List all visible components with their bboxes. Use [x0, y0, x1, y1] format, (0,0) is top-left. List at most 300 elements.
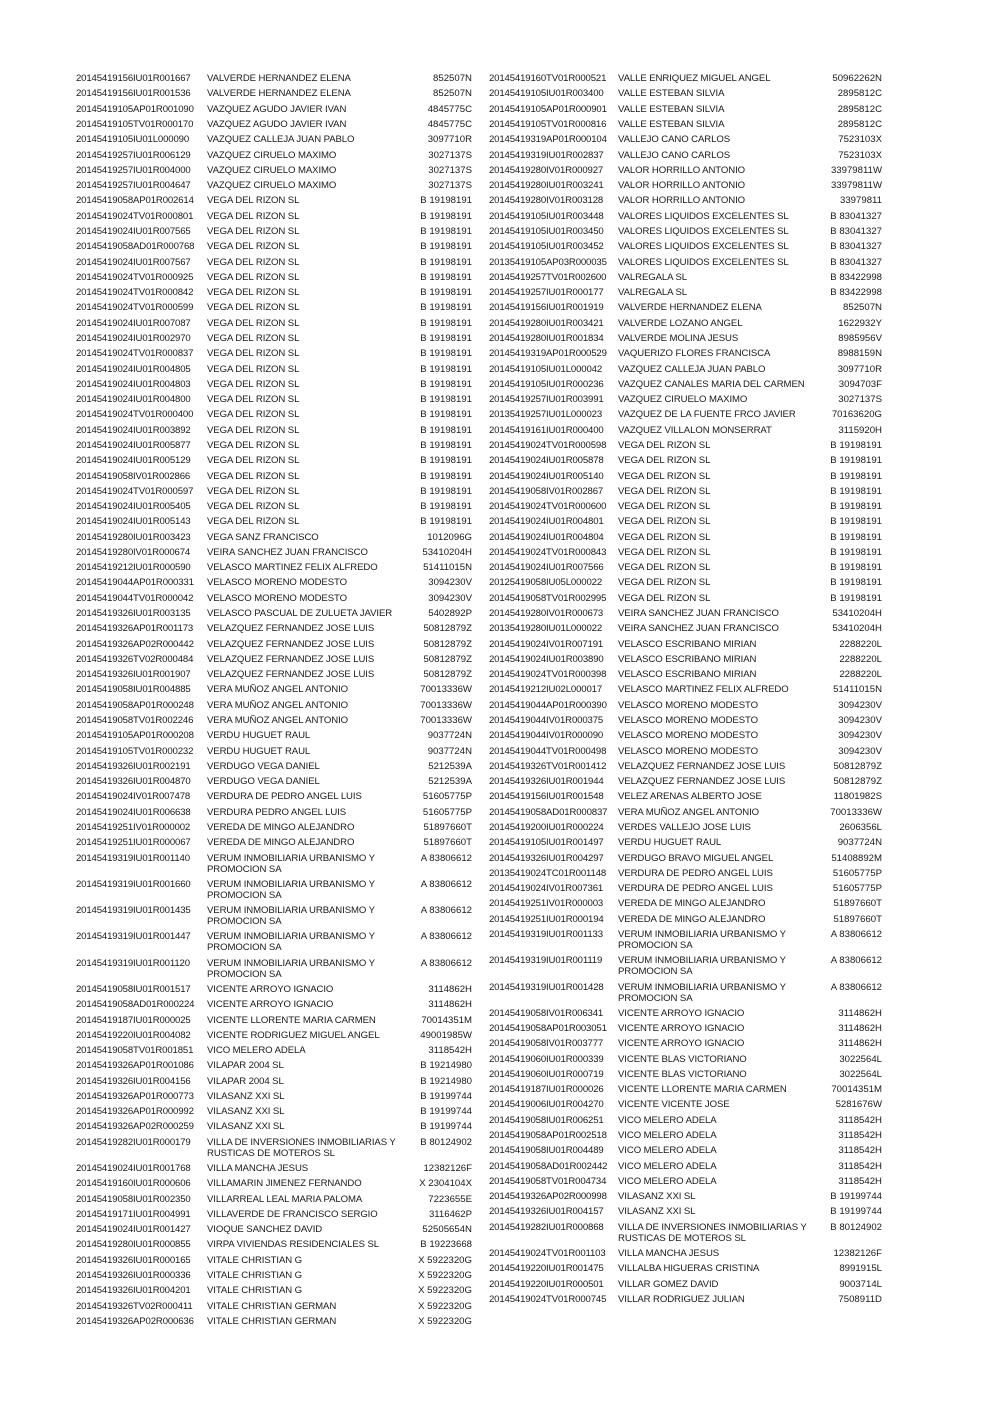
record-code: 20145419326TV01R001412: [489, 760, 607, 772]
tax-id: 11801982S: [833, 791, 882, 803]
record-code: 20145419326IU01R004297: [489, 852, 604, 864]
tax-id: 49001985W: [420, 1029, 472, 1041]
table-row: [76, 270, 486, 285]
table-row: [489, 545, 899, 560]
taxpayer-name: VICO MELERO ADELA: [618, 1160, 717, 1172]
table-row: [76, 392, 486, 407]
table-row: [489, 1292, 899, 1307]
table-row: [76, 1028, 486, 1043]
taxpayer-name: VALLE ESTEBAN SILVIA: [618, 103, 725, 115]
record-code: 20145419319IU01R001428: [489, 981, 604, 993]
taxpayer-name: VILASANZ XXI SL: [618, 1206, 696, 1218]
record-code: 20145419105IU01R001497: [489, 837, 604, 849]
record-code: 20145419058TV01R004734: [489, 1175, 607, 1187]
table-row: [489, 285, 899, 300]
table-row: [76, 209, 486, 224]
taxpayer-name: VEGA DEL RIZON SL: [618, 470, 711, 482]
table-row: [489, 407, 899, 422]
table-row: [76, 1119, 486, 1134]
record-code: 20145419044TV01R000498: [489, 745, 607, 757]
record-code: 20145419326IU01R004870: [76, 776, 191, 788]
taxpayer-name: VICO MELERO ADELA: [618, 1145, 717, 1157]
taxpayer-name: VAZQUEZ VILLALON MONSERRAT: [618, 424, 772, 436]
taxpayer-name: VEGA DEL RIZON SL: [207, 241, 300, 253]
tax-id: 51411015N: [423, 562, 472, 574]
tax-id: 3094230V: [838, 730, 882, 742]
tax-id: 53410204H: [422, 546, 472, 558]
record-code: 20145419024IU01R007566: [489, 562, 604, 574]
record-code: 20145419105IU01R003448: [489, 210, 604, 222]
tax-id: B 19198191: [830, 501, 882, 513]
tax-id: B 19198191: [830, 485, 882, 497]
record-code: 20145419280IV01R003128: [489, 195, 604, 207]
table-row: [76, 682, 486, 697]
taxpayer-name: VITALE CHRISTIAN G: [207, 1254, 303, 1266]
record-code: 20145419326AP01R001173: [76, 623, 194, 635]
tax-id: B 19199744: [420, 1121, 472, 1133]
table-row: [76, 997, 486, 1012]
tax-id: 51605775P: [422, 791, 472, 803]
table-row: [489, 1067, 899, 1082]
taxpayer-name: VAZQUEZ CIRUELO MAXIMO: [207, 149, 337, 161]
record-code: 20145419058TV01R002246: [76, 715, 194, 726]
table-row: [76, 529, 486, 544]
tax-id: X 5922320G: [418, 1285, 472, 1297]
table-row: [489, 743, 899, 758]
table-row: [76, 636, 486, 651]
record-code: 20145419058IU01R001517: [76, 983, 191, 995]
record-code: 20145419280IU01R003423: [76, 531, 191, 543]
tax-id: B 19198191: [420, 332, 472, 344]
record-code: 20145419105TV01R000232: [76, 745, 194, 757]
taxpayer-name: VITALE CHRISTIAN G: [207, 1270, 303, 1281]
table-row: [489, 86, 899, 101]
taxpayer-name: VEGA DEL RIZON SL: [207, 195, 300, 207]
taxpayer-name: VERUM INMOBILIARIA URBANISMO Y PROMOCION SA: [618, 981, 786, 1004]
table-row: [76, 422, 486, 437]
taxpayer-name: VICENTE LLORENTE MARIA CARMEN: [618, 1084, 787, 1096]
taxpayer-name: VILLA MANCHA JESUS: [618, 1248, 720, 1259]
table-row: [76, 1135, 486, 1161]
tax-id: B 19198191: [830, 592, 882, 604]
taxpayer-name: VEGA DEL RIZON SL: [618, 455, 711, 467]
record-code: 20145419024TV01R000925: [76, 271, 194, 283]
tax-id: 9037724N: [427, 730, 472, 742]
taxpayer-name: VILASANZ XXI SL: [207, 1090, 285, 1102]
taxpayer-name: VIRPA VIVIENDAS RESIDENCIALES SL: [207, 1239, 380, 1251]
tax-id: 70013336W: [420, 715, 472, 726]
tax-id: 3097710R: [427, 134, 472, 146]
tax-id: 8988159N: [837, 348, 882, 360]
record-code: 20145419024IU01R003890: [489, 653, 604, 665]
taxpayer-name: VEGA DEL RIZON SL: [618, 531, 711, 543]
table-row: [76, 1268, 486, 1283]
taxpayer-name: VERUM INMOBILIARIA URBANISMO Y PROMOCION SA: [207, 957, 375, 980]
table-row: [76, 667, 486, 682]
taxpayer-name: VERA MUÑOZ ANGEL ANTONIO: [207, 699, 349, 711]
table-row: [76, 514, 486, 529]
taxpayer-name: VICENTE RODRIGUEZ MIGUEL ANGEL: [207, 1029, 380, 1041]
tax-id: 3094230V: [838, 745, 882, 757]
tax-id: B 83041327: [830, 256, 882, 268]
tax-id: 3118542H: [428, 1045, 472, 1057]
taxpayer-name: VILLAMARIN JIMENEZ FERNANDO: [207, 1178, 362, 1190]
table-row: [489, 636, 899, 651]
record-code: 20145419024IU01R005129: [76, 455, 191, 467]
table-row: [489, 529, 899, 544]
tax-id: 2606356L: [839, 821, 882, 833]
table-row: [76, 71, 486, 86]
tax-id: 50812879Z: [833, 776, 882, 788]
taxpayer-name: VALVERDE MOLINA JESUS: [618, 332, 739, 344]
tax-id: B 19198191: [420, 409, 472, 421]
tax-id: A 83806612: [420, 878, 472, 890]
record-code: 20145419058AP01R000248: [76, 699, 194, 711]
taxpayer-name: VELAZQUEZ FERNANDEZ JOSE LUIS: [618, 776, 786, 788]
tax-id: B 19198191: [420, 302, 472, 314]
table-row: [76, 820, 486, 835]
taxpayer-name: VERDUGO VEGA DANIEL: [207, 760, 320, 772]
taxpayer-name: VELASCO MORENO MODESTO: [618, 730, 758, 742]
tax-id: 8991915L: [839, 1263, 882, 1275]
tax-id: B 19223668: [420, 1239, 472, 1251]
tax-id: X 5922320G: [418, 1270, 472, 1281]
record-code: 20135419257IU01L000023: [489, 409, 603, 421]
taxpayer-name: VICO MELERO ADELA: [618, 1114, 717, 1126]
record-code: 20145419058IU01R004885: [76, 684, 191, 696]
table-row: [76, 1176, 486, 1191]
taxpayer-name: VILAPAR 2004 SL: [207, 1075, 284, 1087]
record-code: 20145419319IU01R001660: [76, 878, 191, 890]
taxpayer-name: VALLE ESTEBAN SILVIA: [618, 88, 725, 100]
record-code: 20145419280IU01R003421: [489, 317, 604, 329]
table-row: [76, 1104, 486, 1119]
table-row: [489, 453, 899, 468]
record-code: 20145419024IU01R001427: [76, 1224, 191, 1236]
tax-id: B 19198191: [830, 562, 882, 574]
record-code: 20145419105IU01R000236: [489, 378, 604, 390]
taxpayer-name: VERDUGO VEGA DANIEL: [207, 776, 320, 788]
taxpayer-name: VEGA DEL RIZON SL: [207, 394, 300, 406]
tax-id: 4845775C: [427, 119, 472, 131]
tax-id: X 2304104X: [419, 1178, 472, 1190]
record-code: 20145419044IV01R000090: [489, 730, 604, 742]
taxpayer-name: VEGA DEL RIZON SL: [207, 256, 300, 268]
taxpayer-name: VAZQUEZ CIRUELO MAXIMO: [618, 394, 748, 406]
taxpayer-name: VELASCO MORENO MODESTO: [618, 745, 758, 757]
tax-id: B 19214980: [420, 1060, 472, 1072]
table-row: [489, 422, 899, 437]
table-row: [76, 1283, 486, 1298]
table-row: [76, 377, 486, 392]
tax-id: 3114862H: [428, 983, 472, 995]
record-code: 20145419220IU01R000501: [489, 1278, 604, 1290]
tax-id: 33979811W: [830, 180, 882, 192]
record-code: 20145419105IU01R003452: [489, 241, 604, 253]
tax-id: 51897660T: [833, 898, 882, 910]
tax-id: 7523103X: [838, 134, 882, 146]
taxpayer-name: VELASCO ESCRIBANO MIRIAN: [618, 669, 757, 681]
record-code: 20145419319IU01R001119: [489, 955, 603, 967]
taxpayer-name: VEREDA DE MINGO ALEJANDRO: [207, 821, 355, 833]
right-column-list: [489, 71, 899, 1307]
tax-id: 3115920H: [838, 424, 882, 436]
taxpayer-name: VEGA DEL RIZON SL: [618, 592, 711, 604]
taxpayer-name: VICENTE ARROYO IGNACIO: [207, 983, 334, 995]
record-code: 20145419058AD01R002442: [489, 1160, 608, 1172]
record-code: 20145419251IU01R000194: [489, 913, 604, 925]
table-row: [76, 805, 486, 820]
record-code: 20145419024IU01R005878: [489, 455, 604, 467]
table-row: [489, 881, 899, 896]
table-row: [76, 759, 486, 774]
taxpayer-name: VILLAVERDE DE FRANCISCO SERGIO: [207, 1208, 378, 1220]
taxpayer-name: VERA MUÑOZ ANGEL ANTONIO: [207, 715, 349, 726]
taxpayer-name: VERUM INMOBILIARIA URBANISMO Y PROMOCION SA: [207, 905, 375, 928]
table-row: [76, 163, 486, 178]
record-code: 20145419024TV01R000837: [76, 348, 194, 360]
record-code: 20145419058IV01R003777: [489, 1038, 604, 1050]
record-code: 20145419171IU01R004991: [76, 1208, 191, 1220]
taxpayer-name: VERUM INMOBILIARIA URBANISMO Y PROMOCION SA: [618, 955, 786, 978]
tax-id: 70013336W: [420, 699, 472, 711]
tax-id: B 19198191: [420, 424, 472, 436]
taxpayer-name: VEIRA SANCHEZ JUAN FRANCISCO: [207, 546, 368, 558]
table-row: [489, 591, 899, 606]
table-row: [76, 1191, 486, 1206]
tax-id: 12382126F: [423, 1163, 472, 1175]
tax-id: 51897660T: [423, 821, 472, 833]
tax-id: B 19198191: [420, 470, 472, 482]
record-code: 20145419257TV01R002600: [489, 271, 607, 283]
taxpayer-name: VEIRA SANCHEZ JUAN FRANCISCO: [618, 623, 779, 635]
taxpayer-name: VICENTE LLORENTE MARIA CARMEN: [207, 1014, 376, 1026]
taxpayer-name: VERDU HUGUET RAUL: [207, 730, 311, 742]
tax-id: 3118542H: [838, 1114, 882, 1126]
record-code: 20145419024TV01R000597: [76, 485, 194, 497]
tax-id: B 19198191: [420, 363, 472, 375]
tax-id: B 19198191: [420, 287, 472, 299]
record-code: 20145419220IU01R001475: [489, 1263, 604, 1275]
record-code: 20145419060IU01R000719: [489, 1068, 604, 1080]
record-code: 20145419212IU02L000017: [489, 684, 603, 696]
taxpayer-name: VERA MUÑOZ ANGEL ANTONIO: [207, 684, 349, 696]
table-row: [489, 835, 899, 850]
tax-id: 51897660T: [833, 913, 882, 925]
taxpayer-name: VALLE ENRIQUEZ MIGUEL ANGEL: [618, 73, 771, 85]
tax-id: 3027137S: [428, 180, 472, 192]
record-code: 20145419319AP01R000529: [489, 348, 607, 360]
tax-id: B 80124902: [420, 1136, 472, 1148]
taxpayer-name: VICENTE BLAS VICTORIANO: [618, 1053, 747, 1065]
tax-id: 50962262N: [832, 73, 882, 85]
taxpayer-name: VELAZQUEZ FERNANDEZ JOSE LUIS: [618, 760, 786, 772]
table-row: [489, 484, 899, 499]
taxpayer-name: VEGA SANZ FRANCISCO: [207, 531, 319, 543]
taxpayer-name: VILLA DE INVERSIONES INMOBILIARIAS Y RUSTICAS DE MOTEROS SL: [618, 1221, 807, 1244]
tax-id: X 5922320G: [418, 1254, 472, 1266]
tax-id: 51411015N: [833, 684, 882, 696]
record-code: 20145419326AP02R000998: [489, 1191, 607, 1203]
table-row: [489, 1097, 899, 1112]
record-code: 20145419024IV01R007361: [489, 883, 604, 895]
tax-id: B 83041327: [830, 210, 882, 222]
tax-id: 852507N: [433, 88, 472, 100]
taxpayer-name: VAZQUEZ DE LA FUENTE FRCO JAVIER: [618, 409, 796, 421]
record-code: 20145419326IU01R000336: [76, 1270, 191, 1281]
tax-id: 1012096G: [427, 531, 472, 543]
record-code: 20145419058AD01R000837: [489, 806, 608, 818]
taxpayer-name: VELASCO MORENO MODESTO: [207, 592, 347, 604]
taxpayer-name: VEGA DEL RIZON SL: [207, 271, 300, 283]
tax-id: 4845775C: [427, 103, 472, 115]
tax-id: B 19198191: [830, 516, 882, 528]
record-code: 20145419251IV01R000003: [489, 898, 604, 910]
tax-id: B 19198191: [420, 485, 472, 497]
tax-id: 3027137S: [838, 394, 882, 406]
table-row: [76, 484, 486, 499]
taxpayer-name: VILLA MANCHA JESUS: [207, 1163, 309, 1175]
tax-id: B 80124902: [830, 1221, 882, 1233]
record-code: 20145419187IU01R000026: [489, 1084, 604, 1096]
table-row: [76, 606, 486, 621]
taxpayer-name: VERDU HUGUET RAUL: [207, 745, 311, 757]
table-row: [489, 239, 899, 254]
tax-id: 2288220L: [839, 653, 882, 665]
table-row: [76, 438, 486, 453]
table-row: [489, 71, 899, 86]
record-code: 20145419024IU01R004803: [76, 378, 191, 390]
taxpayer-name: VALVERDE LOZANO ANGEL: [618, 317, 743, 329]
table-row: [76, 1253, 486, 1268]
tax-id: B 19198191: [420, 226, 472, 237]
taxpayer-name: VILLALBA HIGUERAS CRISTINA: [618, 1263, 760, 1275]
taxpayer-name: VEGA DEL RIZON SL: [618, 439, 711, 451]
table-row: [76, 102, 486, 117]
table-row: [76, 117, 486, 132]
table-row: [489, 866, 899, 881]
record-code: 20145419326AP01R001086: [76, 1060, 194, 1072]
taxpayer-name: VELASCO MARTINEZ FELIX ALFREDO: [618, 684, 789, 696]
taxpayer-name: VEREDA DE MINGO ALEJANDRO: [618, 898, 766, 910]
tax-id: B 19198191: [420, 501, 472, 513]
tax-id: B 19198191: [830, 531, 882, 543]
taxpayer-name: VICENTE VICENTE JOSE: [618, 1099, 730, 1111]
tax-id: 2895812C: [837, 119, 882, 131]
tax-id: B 19198191: [420, 455, 472, 467]
table-row: [76, 621, 486, 636]
record-code: 20145419105IU01R003450: [489, 226, 604, 237]
record-code: 20145419024IU01R005877: [76, 439, 191, 451]
record-code: 20145419326IU01R001907: [76, 669, 191, 681]
record-code: 20135419105AP03R000035: [489, 256, 607, 268]
record-code: 20145419156IU01R001536: [76, 88, 191, 100]
table-row: [76, 713, 486, 728]
record-code: 20145419326IU01R001944: [489, 776, 604, 788]
tax-id: 51605775P: [422, 806, 472, 818]
table-row: [76, 407, 486, 422]
tax-id: 3116462P: [428, 1208, 472, 1220]
table-row: [76, 1073, 486, 1088]
table-row: [76, 698, 486, 713]
tax-id: B 19198191: [420, 378, 472, 390]
tax-id: 3022564L: [839, 1053, 882, 1065]
taxpayer-name: VERDU HUGUET RAUL: [618, 837, 722, 849]
taxpayer-name: VICENTE ARROYO IGNACIO: [618, 1007, 745, 1019]
taxpayer-name: VEGA DEL RIZON SL: [207, 363, 300, 375]
taxpayer-name: VELASCO ESCRIBANO MIRIAN: [618, 638, 757, 650]
table-row: [76, 1058, 486, 1073]
record-code: 20145419024IU01R007567: [76, 256, 191, 268]
table-row: [489, 911, 899, 926]
tax-id: 852507N: [843, 302, 882, 314]
tax-id: B 83041327: [830, 241, 882, 253]
tax-id: 70014351M: [421, 1014, 472, 1026]
table-row: [489, 331, 899, 346]
tax-id: 7508911D: [838, 1293, 882, 1305]
tax-id: B 19198191: [420, 195, 472, 207]
table-row: [76, 774, 486, 789]
tax-id: 5402892P: [428, 608, 472, 620]
table-row: [76, 285, 486, 300]
record-code: 20135419024TC01R001148: [489, 867, 607, 879]
taxpayer-name: VELAZQUEZ FERNANDEZ JOSE LUIS: [207, 623, 375, 635]
table-row: [76, 453, 486, 468]
taxpayer-name: VICENTE ARROYO IGNACIO: [618, 1038, 745, 1050]
table-row: [489, 117, 899, 132]
record-code: 20145419251IV01R000002: [76, 821, 191, 833]
taxpayer-name: VERDES VALLEJO JOSE LUIS: [618, 821, 751, 833]
record-code: 20145419280IV01R000673: [489, 608, 604, 620]
record-code: 20145419006IU01R004270: [489, 1099, 604, 1111]
table-row: [489, 1189, 899, 1204]
table-row: [76, 316, 486, 331]
table-row: [489, 713, 899, 728]
table-row: [489, 499, 899, 514]
tax-id: 2895812C: [837, 103, 882, 115]
tax-id: 3094230V: [428, 592, 472, 604]
table-row: [76, 224, 486, 239]
record-code: 20145419220IU01R004082: [76, 1029, 191, 1041]
record-code: 20145419058IU01R006251: [489, 1114, 604, 1126]
taxpayer-name: VICENTE BLAS VICTORIANO: [618, 1068, 747, 1080]
tax-id: 12382126F: [833, 1248, 882, 1259]
tax-id: B 19198191: [420, 516, 472, 528]
taxpayer-name: VICO MELERO ADELA: [207, 1045, 306, 1057]
table-row: [489, 1276, 899, 1291]
taxpayer-name: VAQUERIZO FLORES FRANCISCA: [618, 348, 771, 360]
table-row: [76, 499, 486, 514]
record-code: 20145419058IU01R002350: [76, 1193, 191, 1205]
record-code: 20145419105TV01R000816: [489, 119, 607, 131]
record-code: 20145419058AP01R003051: [489, 1023, 607, 1035]
tax-id: 50812879Z: [833, 760, 882, 772]
taxpayer-name: VEGA DEL RIZON SL: [618, 577, 711, 589]
table-row: [489, 850, 899, 865]
record-code: 20145419058IV01R006341: [489, 1007, 604, 1019]
record-code: 20145419282IU01R000868: [489, 1221, 604, 1233]
tax-id: 7523103X: [838, 149, 882, 161]
table-row: [489, 1174, 899, 1189]
record-code: 20145419319IU01R001120: [76, 957, 190, 969]
taxpayer-name: VEGA DEL RIZON SL: [618, 501, 711, 513]
tax-id: 3114862H: [838, 1023, 882, 1035]
tax-id: 2288220L: [839, 638, 882, 650]
taxpayer-name: VALREGALA SL: [618, 287, 688, 299]
taxpayer-name: VELAZQUEZ FERNANDEZ JOSE LUIS: [207, 638, 375, 650]
record-code: 20145419044TV01R000042: [76, 592, 194, 604]
tax-id: 3097710R: [837, 363, 882, 375]
